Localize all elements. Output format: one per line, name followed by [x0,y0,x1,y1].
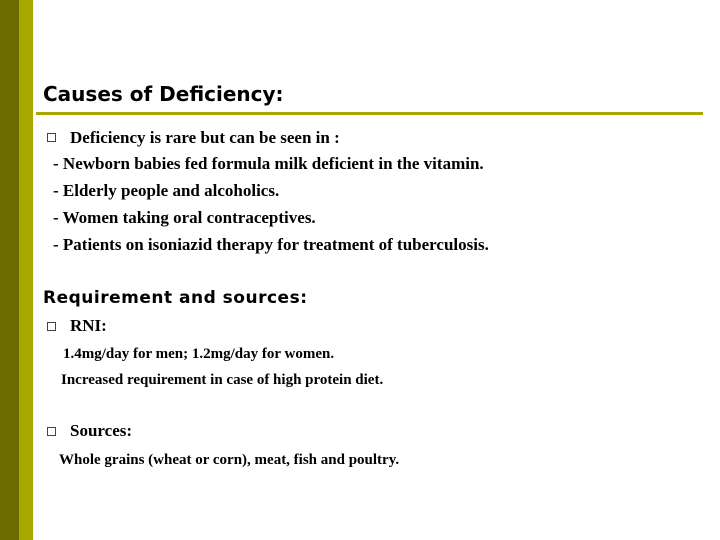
sources-text: Whole grains (wheat or corn), meat, fish and poultry. [59,452,400,468]
sidebar-dark-band [0,0,19,540]
title-underline [36,112,703,115]
requirement-heading: Requirement and sources: [43,288,308,308]
sidebar-light-band [19,0,33,540]
square-bullet-icon [47,322,56,331]
cause-item: - Patients on isoniazid therapy for treatment of tuberculosis. [53,235,489,254]
causes-intro: Deficiency is rare but can be seen in : [70,128,340,147]
rni-line: 1.4mg/day for men; 1.2mg/day for women. [63,346,335,362]
cause-item: - Elderly people and alcoholics. [53,181,280,200]
square-bullet-icon [47,427,56,436]
rni-label: RNI: [70,316,107,335]
cause-item: - Newborn babies fed formula milk deficient in the vitamin. [53,154,484,173]
slide-title: Causes of Deficiency: [43,82,284,106]
square-bullet-icon [47,133,56,142]
rni-line: Increased requirement in case of high protein diet. [61,372,384,388]
cause-item: - Women taking oral contraceptives. [53,208,316,227]
sources-label: Sources: [70,421,133,440]
